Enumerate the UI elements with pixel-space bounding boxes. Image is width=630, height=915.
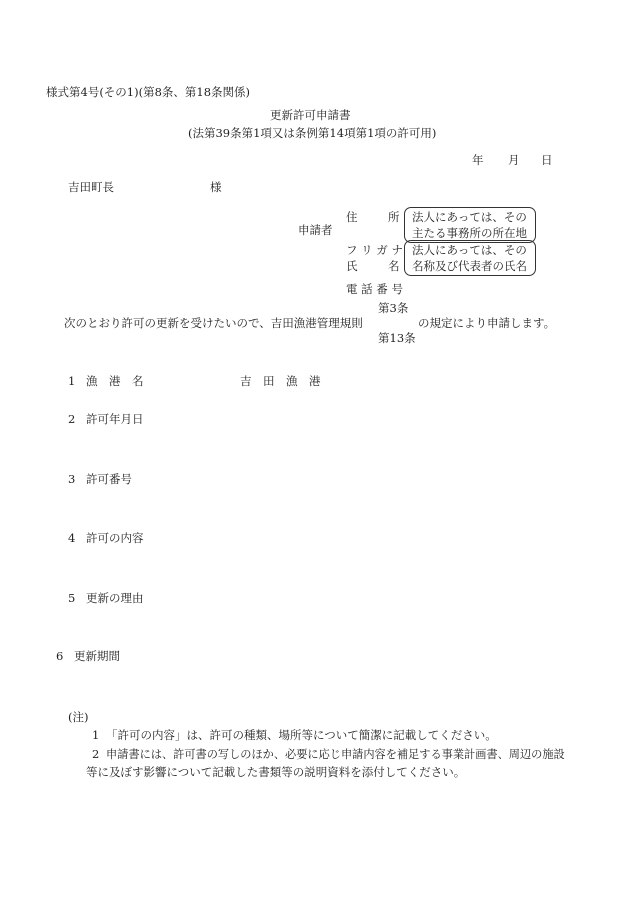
note-1-number: 1: [92, 728, 100, 742]
item-5-number: 5: [68, 591, 76, 605]
item-6-label: 更新期間: [74, 649, 120, 663]
notes-heading: (注): [68, 710, 89, 724]
item-3-number: 3: [68, 472, 76, 486]
article-lower: 第13条: [378, 331, 416, 345]
address-label-char-2: 所: [388, 210, 400, 224]
item-1-label: 漁 港 名: [86, 374, 144, 388]
document-subtitle: (法第39条第1項又は条例第14項第1項の許可用): [188, 126, 437, 140]
item-4-number: 4: [68, 531, 76, 545]
item-2-number: 2: [68, 412, 76, 426]
article-upper: 第3条: [378, 301, 409, 315]
furigana-label: フ リ ガ ナ: [346, 243, 403, 257]
address-label-char-1: 住: [346, 210, 358, 224]
document-title: 更新許可申請書: [270, 108, 351, 122]
note-2-number: 2: [92, 747, 100, 761]
name-note-line-2: 名称及び代表者の氏名: [412, 259, 527, 273]
name-label-char-1: 氏: [346, 259, 358, 273]
date-month: 月: [508, 153, 520, 167]
name-label-char-2: 名: [388, 259, 400, 273]
item-6-number: 6: [56, 649, 64, 663]
addressee-honorific: 様: [210, 180, 222, 194]
address-note-line-2: 主たる事務所の所在地: [412, 226, 527, 240]
statement-part-2: の規定により申請します。: [418, 316, 556, 330]
item-5-label: 更新の理由: [86, 591, 144, 605]
date-year: 年: [472, 153, 484, 167]
item-1-number: 1: [68, 374, 76, 388]
applicant-label: 申請者: [298, 223, 333, 237]
address-note-line-1: 法人にあっては、その: [412, 210, 527, 224]
date-day: 日: [541, 153, 553, 167]
item-2-label: 許可年月日: [86, 412, 144, 426]
note-2-text-continued: 等に及ぼす影響について記載した書類等の説明資料を添付してください。: [86, 765, 466, 779]
form-id: 様式第4号(その1)(第8条、第18条関係): [46, 85, 251, 99]
note-1-text: 「許可の内容」は、許可の種類、場所等について簡潔に記載してください。: [106, 728, 497, 742]
phone-label: 電 話 番 号: [346, 282, 403, 296]
addressee-name: 吉田町長: [68, 180, 114, 194]
name-note-line-1: 法人にあっては、その: [412, 243, 527, 257]
item-3-label: 許可番号: [86, 472, 132, 486]
note-2-text: 申請書には、許可書の写しのほか、必要に応じ申請内容を補足する事業計画書、周辺の施設: [106, 748, 565, 761]
statement-part-1: 次のとおり許可の更新を受けたいので、吉田漁港管理規則: [64, 316, 363, 330]
item-4-label: 許可の内容: [86, 531, 144, 545]
item-1-value: 吉 田 漁 港: [240, 374, 321, 388]
